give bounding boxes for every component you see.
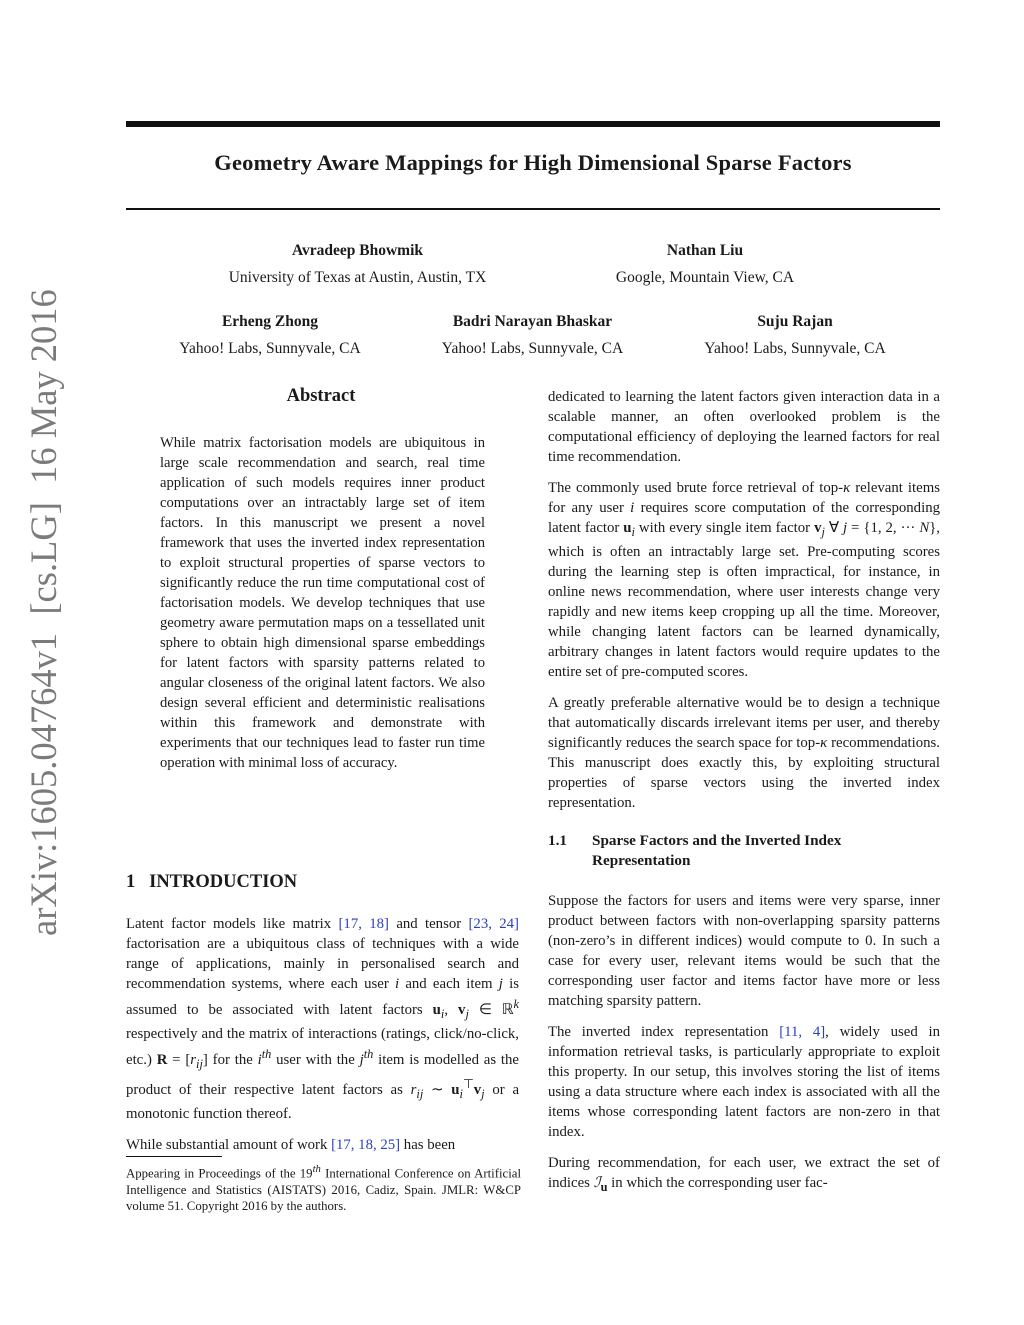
author-affiliation: Yahoo! Labs, Sunnyvale, CA <box>704 340 886 357</box>
arxiv-stamp <box>22 289 66 936</box>
subsection-number: 1.1 <box>548 831 567 849</box>
author-affiliation: Google, Mountain View, CA <box>615 269 795 286</box>
right-paragraph-3: A greatly preferable alternative would be to design a technique that automatically discards irrelevant items per user, and thereby significantly reduces the search space for top-κ recommendations. This manuscript does exactly this, by exploiting structural properties of sparse vectors using the inverted index representation. <box>548 694 940 811</box>
title-rule-bottom <box>126 208 940 210</box>
footnote: Appearing in Proceedings of the 19th International Conference on Artificial Intelligence and Statistics (AISTATS) 2016, Cadiz, Spain. JMLR: W&CP volume 51. Copyright 2016 by the authors. <box>126 1164 521 1214</box>
author-block-2 <box>560 242 850 287</box>
right-column-body <box>548 387 940 1208</box>
right-paragraph-1: dedicated to learning the latent factors given interaction data in a scalable manner, an often overlooked problem is the computational efficiency of deploying the learned factors for real time recommendation. <box>548 389 940 465</box>
author-name: Nathan Liu <box>666 242 744 259</box>
arxiv-id: arXiv:1605.04764v1 [cs.LG] 16 May 2016 <box>23 289 64 936</box>
intro-paragraph-1: Latent factor models like matrix [17, 18] and tensor [23, 24] factorisation are a ubiquitous class of techniques with a wide range of applications, mainly in personalised search and recommendation systems, where each user i and each item j is assumed to be associated with latent factors $u_i$, $v_j$ ∈ ℝ$^k$ respectively and the matrix of interactions (ratings, click/no-click, etc.) $R = [r_{ij}]$ for the $i^{th}$ user with the $j^{th}$ item is modelled as the product of their respective latent factors as $r_{ij}$ ∼ $u_i^⊤v_j$ or a monotonic function thereof. <box>126 916 520 1122</box>
title-rule-top <box>126 121 940 127</box>
author-block-4 <box>410 313 655 358</box>
section-heading-introduction: 1 INTRODUCTION <box>126 872 298 892</box>
footnote-rule <box>126 1156 222 1157</box>
citation-link[interactable]: [17, 18] <box>338 916 389 932</box>
right-paragraph-6: During recommendation, for each user, we extract the set of indices ℐ$_u$ in which the corresponding user fac- <box>548 1154 940 1194</box>
subsection-title: Sparse Factors and the Inverted Index Representation <box>592 831 842 869</box>
citation-link[interactable]: [23, 24] <box>468 916 519 932</box>
author-block-3 <box>150 313 390 358</box>
right-paragraph-4: Suppose the factors for users and items were very sparse, inner product between factors with non-overlapping sparsity patterns (non-zero’s in different indices) would compute to 0. In such a case for every user, relevant items would be such that the corresponding user factor and items factor have more or less matching sparsity pattern. <box>548 892 940 1009</box>
abstract-text: While matrix factorisation models are ubiquitous in large scale recommendation and search, real time application of such models requires inner product computations over an intractably large set of item factors. In this manuscript we present a novel framework that uses the inverted index representation to exploit structural properties of sparse vectors to significantly reduce the run time computational cost of factorisation models. We develop techniques that use geometry aware permutation maps on a tessellated unit sphere to obtain high dimensional sparse embeddings for latent factors with sparsity patterns related to angular closeness of the original latent factors. We also design several efficient and deterministic realisations within this framework and demonstrate with experiments that our techniques lead to faster run time operation with minimal loss of accuracy. <box>160 435 485 771</box>
author-name: Erheng Zhong <box>221 313 319 330</box>
right-paragraph-5: The inverted index representation [11, 4], widely used in information retrieval tasks, is particularly appropriate to exploit this property. In our setup, this involves storing the list of items using a data structure where each index is associated with all the items whose corresponding latent factors are non-zero in that index. <box>548 1023 941 1140</box>
author-name: Suju Rajan <box>757 313 833 330</box>
author-affiliation: University of Texas at Austin, Austin, TX <box>228 269 487 286</box>
author-affiliation: Yahoo! Labs, Sunnyvale, CA <box>179 340 361 357</box>
right-paragraph-2: The commonly used brute force retrieval of top-κ relevant items for any user i requires score computation of the corresponding latent factor $u_i$ with every single item factor $v_j$ ∀ j = {1, 2, ··· N}, which is often an intractably large set. Pre-computing scores during the learning step is often impractical, for instance, in online news recommendation, where user interests change very rapidly and new items keep cropping up all the time. Moreover, while changing latent factors can be learned dynamically, arbitrary changes in latent factors would require updates to the entire set of pre-computed scores. <box>548 480 940 680</box>
intro-paragraph-2: While substantial amount of work [17, 18, 25] has been <box>126 1136 456 1153</box>
paper-title: Geometry Aware Mappings for High Dimensional Sparse Factors <box>214 150 852 175</box>
author-name: Badri Narayan Bhaskar <box>452 313 613 330</box>
author-name: Avradeep Bhowmik <box>291 242 424 259</box>
author-block-5 <box>675 313 915 358</box>
abstract-heading: Abstract <box>286 386 356 406</box>
citation-link[interactable]: [17, 18, 25] <box>331 1136 401 1153</box>
author-affiliation: Yahoo! Labs, Sunnyvale, CA <box>441 340 624 357</box>
author-block-1 <box>180 242 535 287</box>
left-column-body <box>126 914 519 1166</box>
subsection-heading <box>548 831 940 871</box>
citation-link[interactable]: [11, 4] <box>779 1023 826 1040</box>
